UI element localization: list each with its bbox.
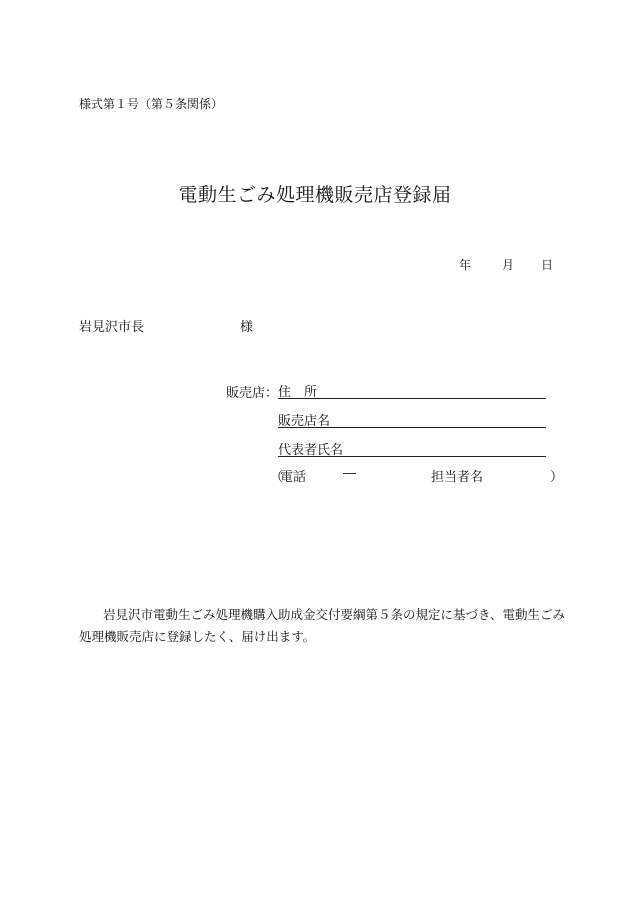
representative-name-field[interactable]	[278, 439, 546, 457]
phone-label: 電話	[280, 470, 307, 485]
date-day-label: 日	[541, 258, 554, 272]
person-in-charge-label: 担当者名	[431, 470, 484, 485]
contact-close-paren: ）	[550, 470, 564, 485]
declaration-line-2: 処理機販売店に登録したく、届け出ます。	[79, 629, 316, 644]
store-section-label: 販売店：	[226, 386, 279, 401]
phone-dash: ―	[343, 466, 356, 481]
document-title: 電動生ごみ処理機販売店登録届	[178, 184, 452, 206]
representative-name-label: 代表者氏名	[278, 443, 344, 458]
date-month-label: 月	[502, 258, 515, 272]
addressee-honorific: 様	[240, 320, 254, 335]
address-label: 住 所	[278, 385, 318, 400]
date-year-label: 年	[459, 258, 472, 272]
store-name-field[interactable]	[278, 410, 546, 428]
declaration-body	[79, 604, 566, 648]
addressee-name: 岩見沢市長	[79, 320, 145, 335]
declaration-line-1: 岩見沢市電動生ごみ処理機購入助成金交付要綱第５条の規定に基づき、電動生ごみ	[103, 607, 566, 622]
contact-open-paren: （	[270, 470, 284, 485]
address-field[interactable]	[278, 381, 546, 399]
store-name-label: 販売店名	[278, 414, 331, 429]
form-number: 様式第１号（第５条関係）	[79, 97, 224, 111]
